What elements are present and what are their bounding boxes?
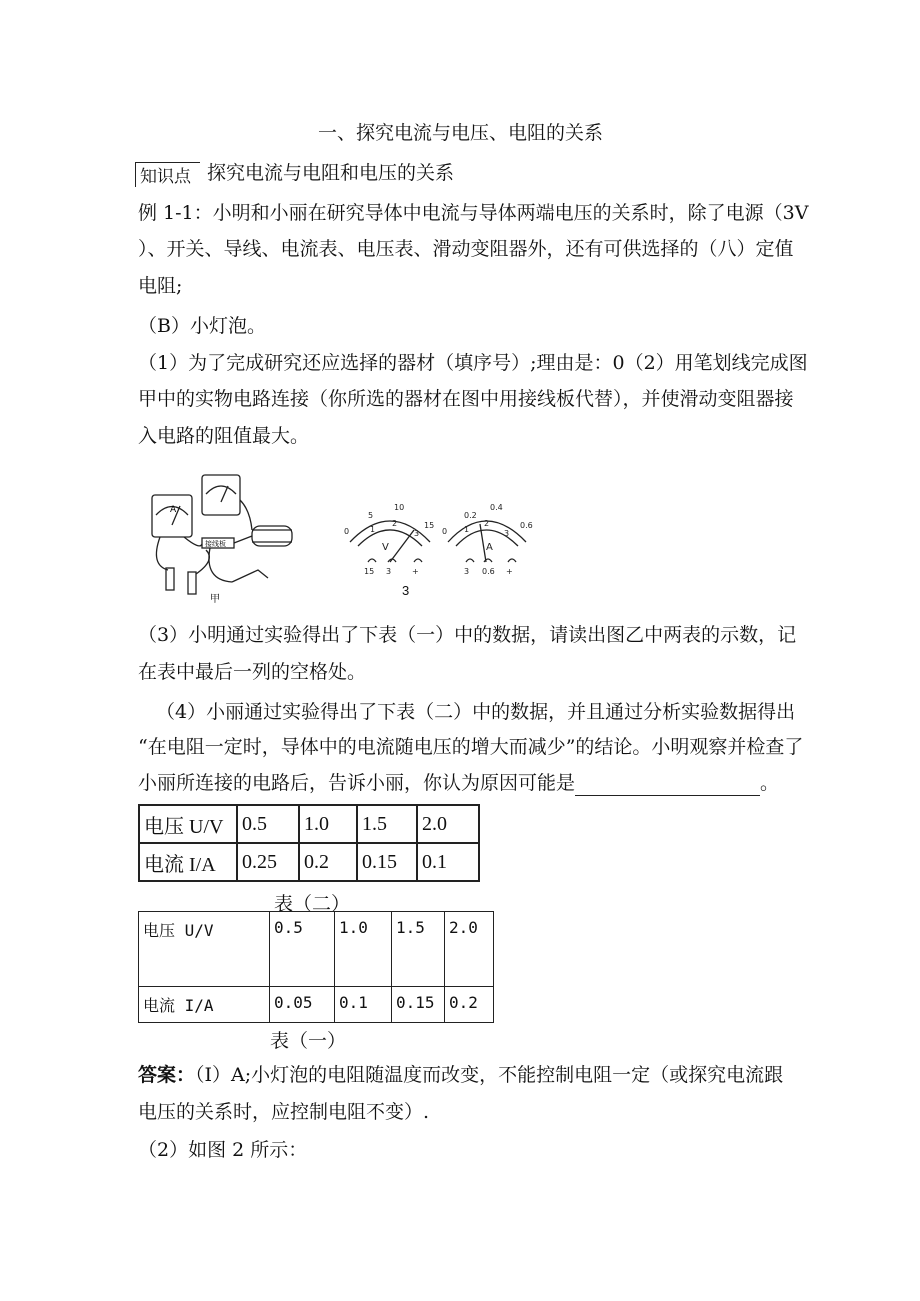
v-tick-3: 15 [424,521,435,530]
v-inner-tick-1: 1 [370,525,376,534]
v-tick-0: 0 [344,527,350,536]
table-cell: 0.15 [357,843,417,881]
ammeter-body [152,495,192,537]
v-term-15: 15 [364,567,375,576]
table-cell: 1.5 [392,912,445,987]
rheostat [252,526,292,546]
table-row [139,843,479,881]
table-cell: 电流 I/A [139,843,237,881]
table-cell: 1.5 [357,805,417,843]
v-tick-2: 10 [394,503,405,512]
page-title: 一、探究电流与电压、电阻的关系 [318,122,604,144]
ammeter-letter: A [170,505,177,515]
voltmeter-needle [390,530,414,562]
a-tick-2: 0.4 [490,503,503,512]
table-cell: 1.0 [299,805,357,843]
question-3-line-1: （3）小明通过实验得出了下表（一）中的数据，请读出图乙中两表的示数，记 [138,624,797,646]
answer-text-1: （I）A;小灯泡的电阻随温度而改变，不能控制电阻一定（或探究电流跟 [195,1064,784,1086]
a-inner-tick-3: 3 [504,529,510,538]
table-row [139,805,479,843]
table-cell: 0.05 [270,987,335,1023]
knowledge-point-topic: 探究电流与电阻和电压的关系 [207,162,455,184]
circuit-figure [140,470,340,610]
table-1 [138,911,494,1023]
battery-2 [188,572,196,594]
a-inner-tick-2: 2 [484,519,490,528]
board-label: 接线板 [205,540,226,548]
table-cell: 电流 I/A [139,987,270,1023]
knowledge-point-box: 知识点 [135,162,200,187]
figure-label-3: 3 [402,583,410,598]
a-term-06: 0.6 [482,567,495,576]
a-tick-3: 0.6 [520,521,533,530]
question-3-line-2: 在表中最后一列的空格处。 [138,661,367,683]
v-term-3: 3 [386,567,392,576]
voltmeter-letter: V [382,542,389,553]
question-4-line-1: （4）小丽通过实验得出了下表（二）中的数据，并且通过分析实验数据得出 [156,701,796,723]
question-4-line-3 [138,770,779,796]
a-inner-tick-1: 1 [464,525,470,534]
figure-label-jia: 甲 [210,594,220,605]
table-cell: 0.5 [270,912,335,987]
switch [232,570,268,582]
table-cell: 0.1 [335,987,392,1023]
table-row [139,912,494,987]
answer-label: 答案： [138,1064,196,1086]
table-cell: 1.0 [335,912,392,987]
answer-line-2: 电压的关系时，应控制电阻不变）. [138,1101,430,1123]
table-2 [138,804,480,882]
question-1-line-1: （1）为了完成研究还应选择的器材（填序号）;理由是：0（2）用笔划线完成图 [138,352,808,374]
example-line-1: 例 1-1：小明和小丽在研究导体中电流与导体两端电压的关系时，除了电源（3V [138,202,809,224]
example-line-2: ）、开关、导线、电流表、电压表、滑动变阻器外，还有可供选择的（八）定值 [138,238,794,260]
a-term-3: 3 [464,567,470,576]
v-inner-tick-3: 3 [414,529,420,538]
a-tick-1: 0.2 [464,511,477,520]
voltmeter-body [202,475,240,515]
table-cell: 2.0 [445,912,494,987]
table-cell: 0.2 [445,987,494,1023]
meter-figure [340,500,540,580]
table-cell: 0.1 [417,843,479,881]
table-cell: 0.25 [237,843,299,881]
table-2-caption: 表（二） [274,893,351,915]
table-cell: 0.15 [392,987,445,1023]
ammeter-dial-letter: A [486,542,493,553]
table-cell: 电压 U/V [139,805,237,843]
v-tick-1: 5 [368,511,374,520]
question-4-line-2: “在电阻一定时，导体中的电流随电压的增大而减少”的结论。小明观察并检查了 [138,736,804,758]
answer-blank[interactable] [575,775,760,796]
table-row [139,987,494,1023]
battery-1 [166,568,174,590]
table-cell: 0.2 [299,843,357,881]
question-4-prompt: 小丽所连接的电路后，告诉小丽，你认为原因可能是 [138,772,576,794]
table-1-caption: 表（一） [270,1030,347,1052]
question-1-line-2: 甲中的实物电路连接（你所选的器材在图中用接线板代替），并使滑动变阻器接 [138,388,794,410]
a-term-plus: + [506,567,513,576]
answer-line-1 [138,1062,783,1088]
question-4-end: 。 [760,772,780,794]
v-term-plus: + [412,567,419,576]
example-line-3: 电阻; [138,275,183,297]
question-1-line-3: 入电路的阻值最大。 [138,425,310,447]
answer-line-3: （2）如图 2 所示： [138,1139,308,1161]
a-tick-0: 0 [442,527,448,536]
table-cell: 2.0 [417,805,479,843]
v-inner-tick-2: 2 [392,519,398,528]
table-cell: 0.5 [237,805,299,843]
table-cell: 电压 U/V [139,912,270,987]
example-option-b: （B）小灯泡。 [138,315,266,337]
